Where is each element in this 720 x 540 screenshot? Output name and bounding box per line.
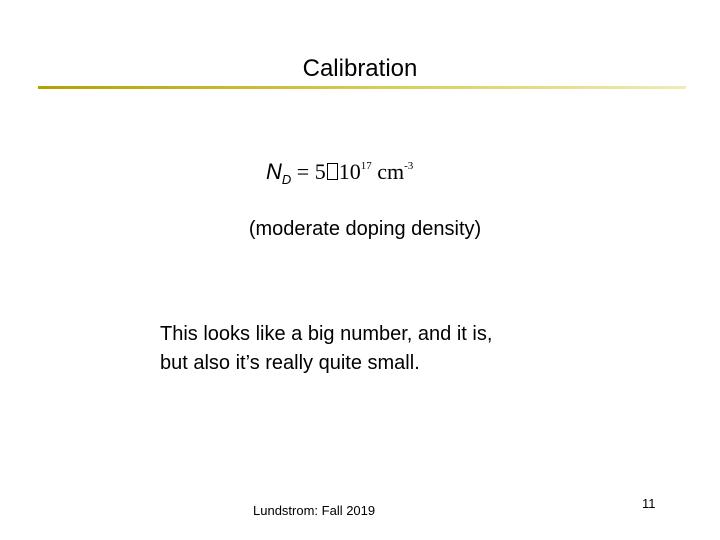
- equation-symbol: N: [266, 159, 282, 184]
- equation-base: 10: [338, 159, 361, 184]
- body-line: but also it’s really quite small.: [160, 352, 420, 374]
- equation-mantissa: 5: [314, 159, 326, 184]
- equation-equals: =: [291, 159, 315, 184]
- page-number: 11: [642, 496, 656, 511]
- equation-unit-exponent: -3: [404, 160, 414, 172]
- body-text: [160, 320, 660, 378]
- equation-subscript: D: [281, 172, 292, 187]
- slide-title: Calibration: [302, 55, 418, 82]
- equation-caption: (moderate doping density): [248, 218, 482, 240]
- body-line: This looks like a big number, and it is,: [160, 323, 493, 345]
- equation-unit: cm: [371, 159, 405, 184]
- doping-equation: [266, 152, 466, 192]
- missing-glyph-box: [327, 163, 338, 180]
- footer-text: Lundstrom: Fall 2019: [253, 503, 376, 518]
- title-underline: [38, 86, 686, 89]
- equation-exponent: 17: [360, 160, 372, 172]
